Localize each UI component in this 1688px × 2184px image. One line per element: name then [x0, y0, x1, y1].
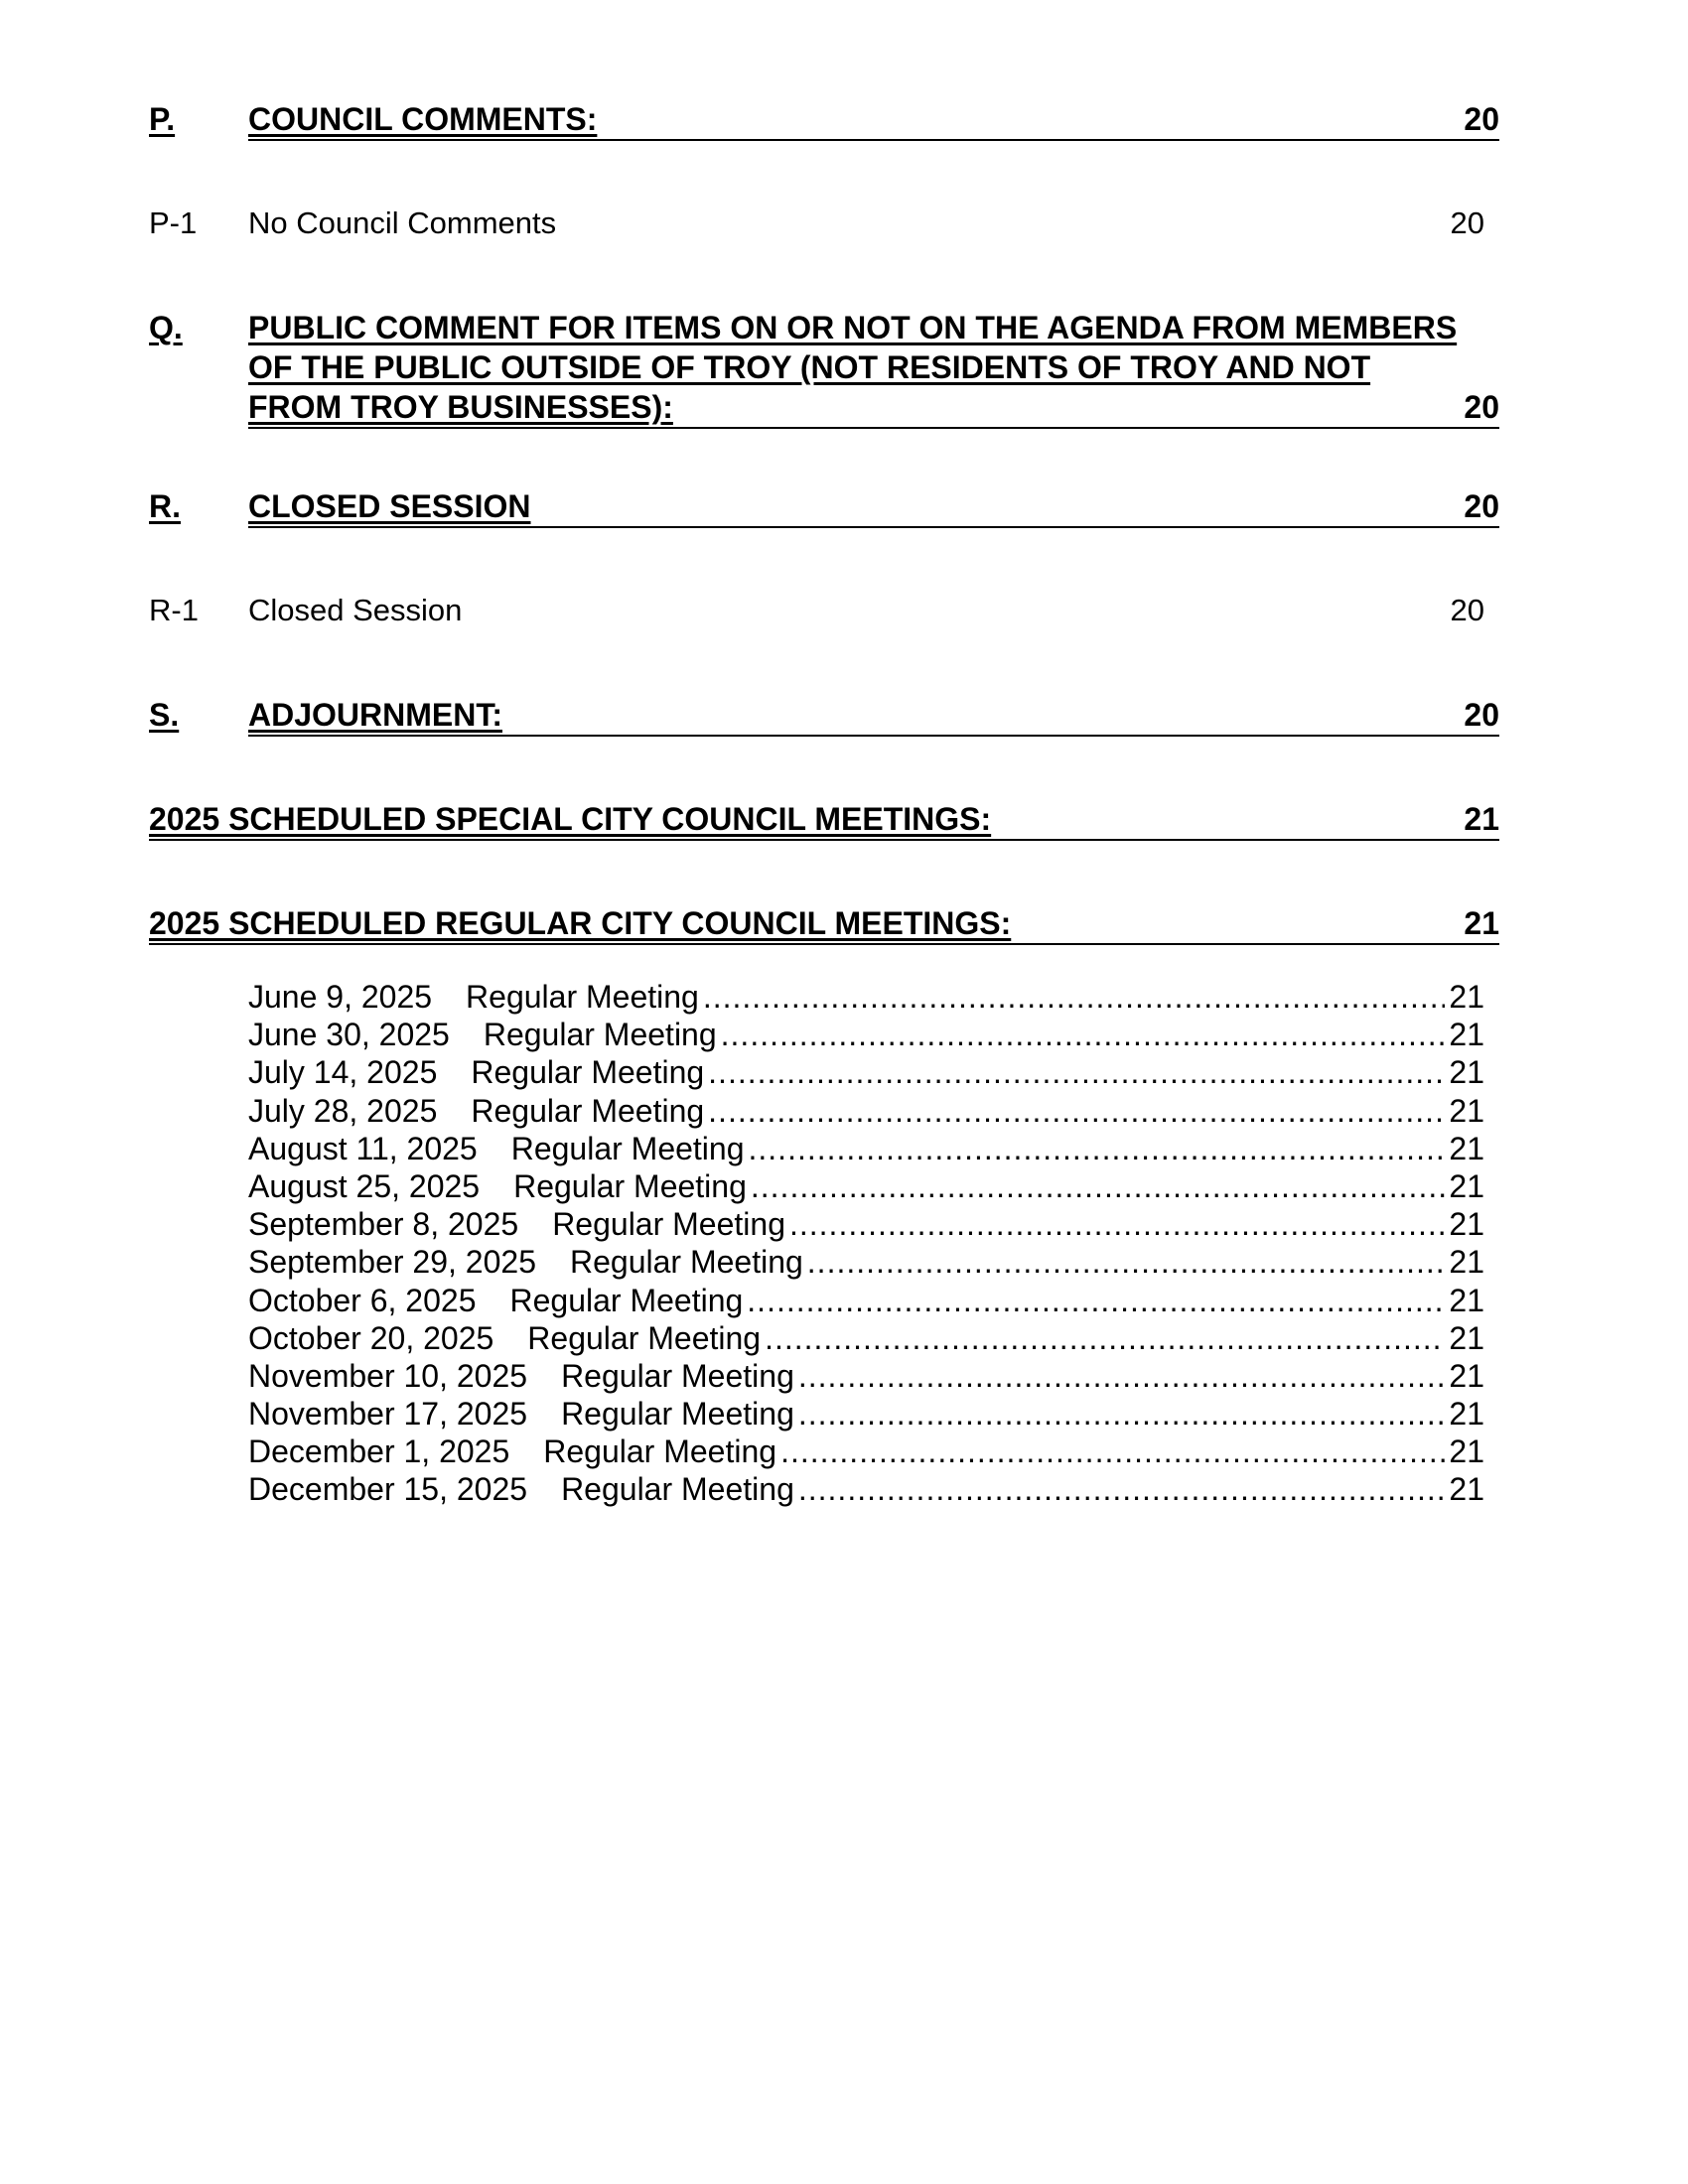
meetings-list [248, 978, 1484, 1509]
item-p1-text: No Council Comments [248, 205, 557, 240]
dot-leader [747, 1282, 1445, 1319]
meeting-type: Regular Meeting [543, 1433, 777, 1470]
meeting-page: 21 [1449, 1130, 1484, 1166]
item-r1-page: 20 [1450, 593, 1484, 627]
meeting-page: 21 [1449, 1167, 1484, 1204]
meeting-page: 21 [1449, 979, 1484, 1015]
meeting-page: 21 [1449, 1206, 1484, 1243]
meeting-type: Regular Meeting [561, 1357, 794, 1394]
dot-leader [751, 1167, 1446, 1205]
meeting-page: 21 [1449, 1054, 1484, 1091]
section-q-title-line-1: PUBLIC COMMENT FOR ITEMS ON OR NOT ON THE AGENDA FROM MEMBERS [248, 310, 1458, 345]
section-p-heading [149, 99, 1499, 139]
dot-leader [708, 1092, 1445, 1130]
special-meetings-page: 21 [1464, 801, 1499, 837]
regular-meetings-page: 21 [1464, 905, 1499, 941]
section-q-letter: Q. [149, 310, 183, 345]
meeting-page: 21 [1449, 1319, 1484, 1356]
section-p-title: COUNCIL COMMENTS: [248, 101, 598, 137]
regular-meetings-heading [149, 903, 1499, 943]
meeting-entry [248, 1243, 1484, 1281]
meeting-type: Regular Meeting [466, 979, 699, 1015]
dot-leader [789, 1205, 1445, 1243]
item-r1 [149, 591, 1484, 630]
meeting-page: 21 [1449, 1017, 1484, 1053]
dot-leader [807, 1243, 1446, 1281]
meeting-entry [248, 978, 1484, 1016]
meeting-entry [248, 1470, 1484, 1508]
section-s-letter: S. [149, 697, 180, 733]
section-p-page: 20 [1464, 101, 1499, 137]
meeting-date: October 20, 2025 [248, 1319, 494, 1356]
meeting-date: October 6, 2025 [248, 1282, 477, 1318]
section-r-title: CLOSED SESSION [248, 488, 531, 524]
dot-leader [765, 1319, 1445, 1357]
meeting-type: Regular Meeting [561, 1396, 794, 1433]
section-s-heading [149, 695, 1499, 735]
section-q-page: 20 [1464, 389, 1499, 425]
meeting-date: November 17, 2025 [248, 1396, 528, 1433]
item-p1 [149, 204, 1484, 243]
dot-leader [798, 1357, 1446, 1395]
meeting-date: August 25, 2025 [248, 1167, 481, 1204]
meeting-page: 21 [1449, 1433, 1484, 1470]
dot-leader [703, 978, 1446, 1016]
dot-leader [721, 1016, 1446, 1053]
meeting-type: Regular Meeting [561, 1471, 794, 1508]
meeting-date: November 10, 2025 [248, 1357, 528, 1394]
item-p1-page: 20 [1450, 205, 1484, 240]
section-r-page: 20 [1464, 488, 1499, 524]
meeting-entry [248, 1433, 1484, 1470]
meeting-page: 21 [1449, 1396, 1484, 1433]
meeting-date: September 8, 2025 [248, 1206, 519, 1243]
meeting-date: June 9, 2025 [248, 979, 433, 1015]
meeting-entry [248, 1092, 1484, 1130]
item-r1-text: Closed Session [248, 593, 463, 627]
meeting-page: 21 [1449, 1092, 1484, 1129]
section-r-heading [149, 486, 1499, 526]
special-meetings-heading [149, 799, 1499, 839]
dot-leader [708, 1053, 1445, 1091]
section-q-heading [149, 308, 1499, 427]
regular-meetings-title-wrap [149, 903, 1499, 945]
meeting-date: June 30, 2025 [248, 1017, 450, 1053]
meeting-type: Regular Meeting [509, 1282, 744, 1318]
special-meetings-title-wrap [149, 799, 1499, 841]
meeting-type: Regular Meeting [569, 1244, 803, 1281]
item-r1-code: R-1 [149, 593, 199, 627]
meeting-type: Regular Meeting [483, 1017, 717, 1053]
section-p-title-wrap [248, 99, 1499, 141]
meeting-date: August 11, 2025 [248, 1130, 478, 1166]
section-s-title-wrap [248, 695, 1499, 737]
meeting-entry [248, 1282, 1484, 1319]
section-q-title-wrap [248, 308, 1499, 429]
meeting-entry [248, 1016, 1484, 1053]
section-s-page: 20 [1464, 697, 1499, 733]
dot-leader [798, 1395, 1446, 1433]
meeting-entry [248, 1395, 1484, 1433]
meeting-type: Regular Meeting [513, 1167, 747, 1204]
dot-leader [749, 1130, 1446, 1167]
dot-leader [798, 1470, 1446, 1508]
section-r-title-wrap [248, 486, 1499, 528]
section-s-title: ADJOURNMENT: [248, 697, 502, 733]
meeting-date: July 28, 2025 [248, 1092, 438, 1129]
section-q-title-line-2: OF THE PUBLIC OUTSIDE OF TROY (NOT RESIDENTS OF TROY AND NOT [248, 349, 1371, 385]
meeting-type: Regular Meeting [552, 1206, 785, 1243]
meeting-entry [248, 1167, 1484, 1205]
meeting-page: 21 [1449, 1357, 1484, 1394]
meeting-date: December 1, 2025 [248, 1433, 510, 1470]
section-q-title-line-3: FROM TROY BUSINESSES): [248, 389, 673, 425]
meeting-entry [248, 1357, 1484, 1395]
meeting-entry [248, 1053, 1484, 1091]
meeting-date: July 14, 2025 [248, 1054, 438, 1091]
meeting-type: Regular Meeting [471, 1054, 705, 1091]
section-p-letter: P. [149, 101, 176, 137]
special-meetings-title: 2025 SCHEDULED SPECIAL CITY COUNCIL MEETINGS: [149, 801, 992, 837]
meeting-entry [248, 1130, 1484, 1167]
meeting-date: December 15, 2025 [248, 1471, 528, 1508]
dot-leader [780, 1433, 1445, 1470]
meeting-entry [248, 1319, 1484, 1357]
section-r-letter: R. [149, 488, 181, 524]
meeting-type: Regular Meeting [527, 1319, 762, 1356]
meeting-type: Regular Meeting [510, 1130, 745, 1166]
item-p1-code: P-1 [149, 205, 198, 240]
meeting-page: 21 [1449, 1244, 1484, 1281]
regular-meetings-title: 2025 SCHEDULED REGULAR CITY COUNCIL MEETINGS: [149, 905, 1012, 941]
meeting-page: 21 [1449, 1282, 1484, 1318]
meeting-type: Regular Meeting [471, 1092, 705, 1129]
meeting-date: September 29, 2025 [248, 1244, 536, 1281]
meeting-entry [248, 1205, 1484, 1243]
meeting-page: 21 [1449, 1471, 1484, 1508]
